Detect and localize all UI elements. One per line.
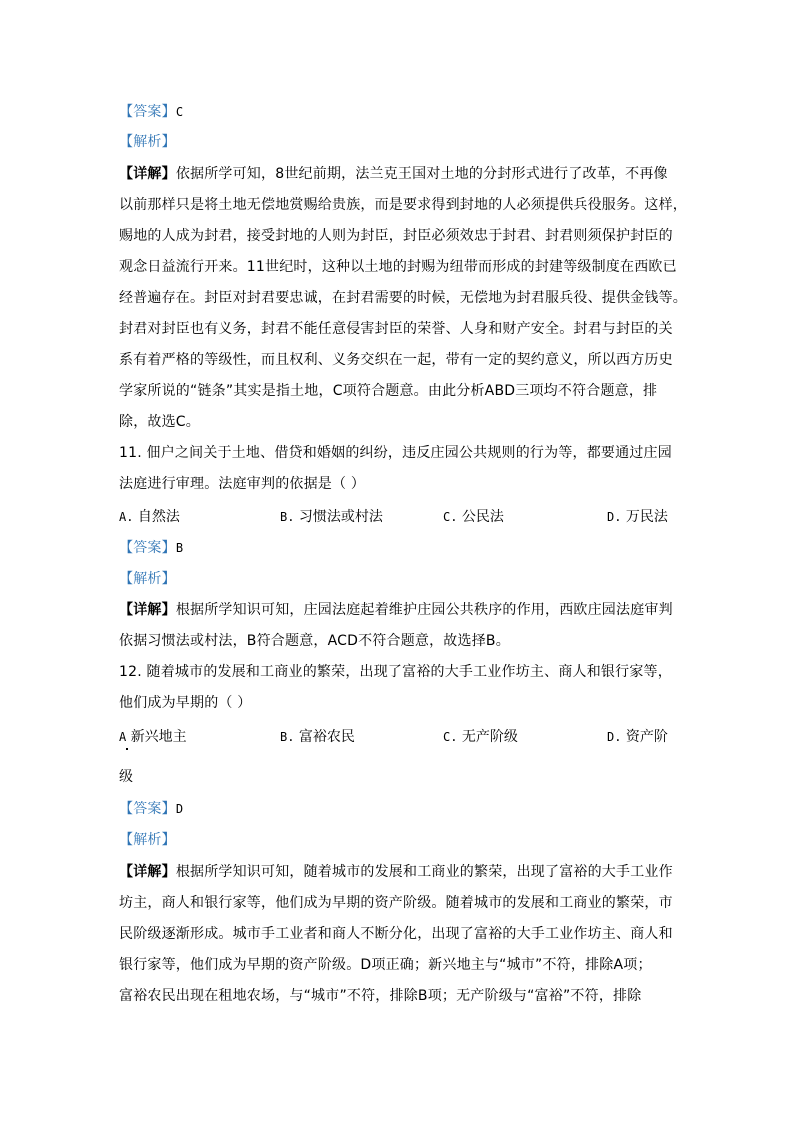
- answer-value: C: [175, 105, 184, 119]
- q12-option-c[interactable]: C. 无产阶级: [443, 729, 518, 745]
- detail-label: 【详解】: [119, 864, 176, 880]
- q10-detail-line: 以前那样只是将土地无偿地赏赐给贵族，而是要求得到封地的人必须提供兵役服务。这样，: [119, 197, 687, 213]
- q10-detail-line: 【详解】依据所学可知，8世纪前期，法兰克王国对土地的分封形式进行了改革，不再像: [119, 166, 668, 182]
- q11-stem: 法庭进行审理。法庭审判的依据是（ ）: [119, 476, 366, 492]
- answer-label: 【答案】: [119, 801, 176, 817]
- q10-detail-line: 学家所说的“链条”其实是指土地，C项符合题意。由此分析ABD三项均不符合题意，排: [119, 383, 658, 399]
- q10-detail-line: 赐地的人成为封君，接受封地的人则为封臣，封臣必须效忠于封君、封君则须保护封臣的: [119, 228, 673, 244]
- answer-label: 【答案】: [119, 540, 176, 556]
- q11-option-a[interactable]: A. 自然法: [119, 509, 180, 525]
- q12-option-b[interactable]: B. 富裕农民: [280, 729, 355, 745]
- q12-option-a[interactable]: A 新兴地主: [119, 729, 187, 745]
- q11-option-b[interactable]: B. 习惯法或村法: [280, 509, 383, 525]
- q11-detail-line: 【详解】根据所学知识可知，庄园法庭起着维护庄园公共秩序的作用，西欧庄园法庭审判: [119, 602, 673, 618]
- q12-stem: 他们成为早期的（ ）: [119, 695, 252, 711]
- q10-detail-line: 系有着严格的等级性，而且权利、义务交织在一起，带有一定的契约意义，所以西方历史: [119, 352, 673, 368]
- q12-answer-row: [119, 799, 183, 819]
- q11-detail-line: 依据习惯法或村法，B符合题意，ACD不符合题意，故选择B。: [119, 633, 510, 649]
- q12-option-d[interactable]: D. 资产阶: [607, 729, 668, 745]
- analysis-label: 【解析】: [119, 571, 176, 587]
- q10-detail-line: 经普遍存在。封臣对封君要忠诚，在封君需要的时候，无偿地为封君服兵役、提供金钱等。: [119, 290, 687, 306]
- q11-option-d[interactable]: D. 万民法: [607, 509, 668, 525]
- q12-detail-line: 民阶级逐渐形成。城市手工业者和商人不断分化，出现了富裕的大手工业作坊主、商人和: [119, 926, 673, 942]
- answer-label: 【答案】: [119, 104, 176, 120]
- q12-stem: 12. 随着城市的发展和工商业的繁荣，出现了富裕的大手工业作坊主、商人和银行家等，: [119, 664, 672, 680]
- q12-detail-line: 富裕农民出现在租地农场，与“城市”不符，排除B项；无产阶级与“富裕”不符，排除: [119, 988, 642, 1004]
- detail-label: 【详解】: [119, 602, 176, 618]
- q10-detail-line: 封君对封臣也有义务，封君不能任意侵害封臣的荣誉、人身和财产安全。封君与封臣的关: [119, 321, 673, 337]
- q12-option-d-wrap: 级: [119, 769, 134, 785]
- q10-detail-line: 除，故选C。: [119, 414, 200, 430]
- q11-option-c[interactable]: C. 公民法: [443, 509, 504, 525]
- detail-label: 【详解】: [119, 166, 176, 182]
- analysis-label: 【解析】: [119, 832, 176, 848]
- analysis-label: 【解析】: [119, 134, 176, 150]
- q12-detail-line: 银行家等，他们成为早期的资产阶级。D项正确；新兴地主与“城市”不符，排除A项；: [119, 957, 652, 973]
- q11-stem: 11. 佃户之间关于土地、借贷和婚姻的纠纷，违反庄园公共规则的行为等，都要通过庄园: [119, 445, 672, 461]
- answer-value: B: [175, 541, 184, 555]
- q10-detail-line: 观念日益流行开来。11世纪时，这种以土地的封赐为纽带而形成的封建等级制度在西欧已: [119, 259, 677, 275]
- q12-detail-line: 【详解】根据所学知识可知，随着城市的发展和工商业的繁荣，出现了富裕的大手工业作: [119, 864, 673, 880]
- stray-dot: [126, 748, 128, 750]
- q11-answer-row: [119, 538, 183, 558]
- q12-detail-line: 坊主，商人和银行家等，他们成为早期的资产阶级。随着城市的发展和工商业的繁荣，市: [119, 895, 673, 911]
- q10-answer-row: [119, 102, 183, 122]
- answer-value: D: [175, 802, 184, 816]
